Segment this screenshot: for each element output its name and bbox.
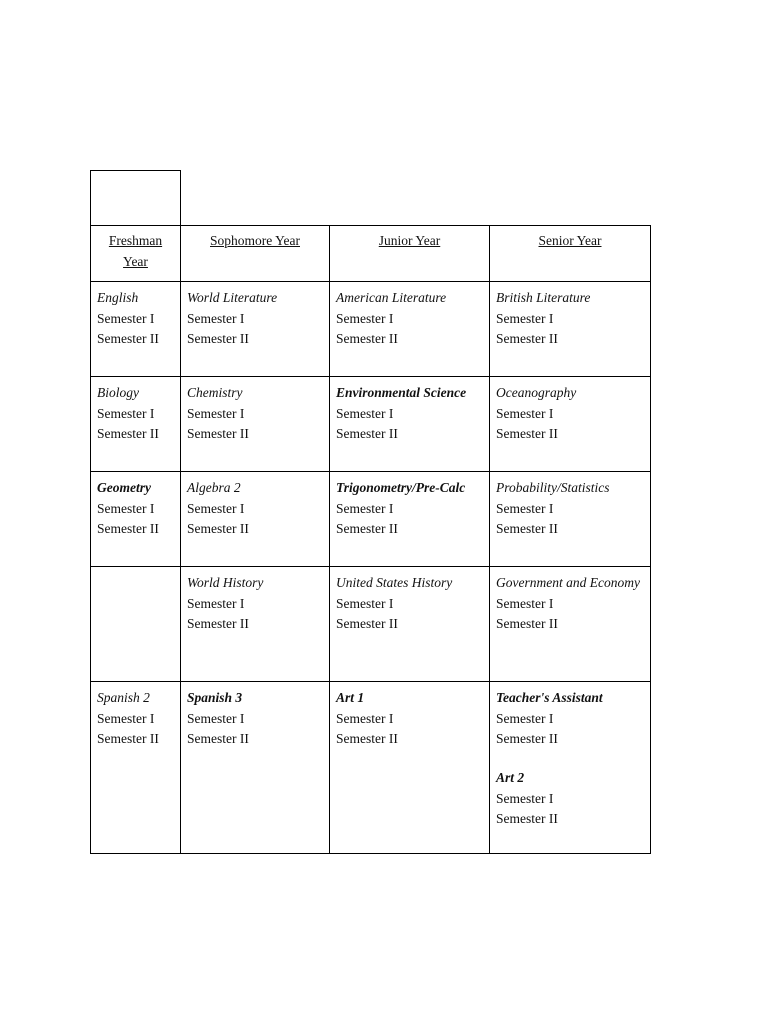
course-cell xyxy=(181,377,330,472)
header-row xyxy=(91,226,651,282)
course-name: Chemistry xyxy=(187,385,243,400)
course-name: Geometry xyxy=(97,480,151,495)
course-cell xyxy=(330,567,490,682)
semester-label: Semester I xyxy=(496,500,554,516)
semester-label: Semester II xyxy=(97,331,159,346)
course-cell xyxy=(330,377,490,472)
semester-label: Semester I xyxy=(496,595,554,611)
semester-label: Semester II xyxy=(496,521,558,536)
semester-label: Semester I xyxy=(496,310,554,326)
semester-label: Semester II xyxy=(336,521,398,536)
course-name: British Literature xyxy=(496,290,591,305)
semester-label: Semester II xyxy=(336,331,398,346)
semester-label: Semester II xyxy=(187,731,249,746)
course-cell xyxy=(330,472,490,567)
semester-label: Semester II xyxy=(496,616,558,631)
course-cell xyxy=(181,567,330,682)
header-sophomore: Sophomore Year xyxy=(181,226,330,282)
course-schedule-table xyxy=(90,225,651,854)
course-name: Oceanography xyxy=(496,385,577,400)
course-cell xyxy=(490,567,651,682)
course-name: Algebra 2 xyxy=(187,480,241,495)
spacer xyxy=(496,750,644,769)
course-cell xyxy=(330,682,490,854)
course-name: Biology xyxy=(97,385,139,400)
header-senior: Senior Year xyxy=(490,226,651,282)
semester-label: Semester II xyxy=(496,731,558,746)
course-name: United States History xyxy=(336,575,453,590)
semester-label: Semester I xyxy=(187,595,245,611)
course-cell xyxy=(181,282,330,377)
semester-label: Semester II xyxy=(187,616,249,631)
semester-label: Semester I xyxy=(336,710,394,726)
table-row xyxy=(91,282,651,377)
semester-label: Semester I xyxy=(336,500,394,516)
semester-label: Semester I xyxy=(187,310,245,326)
course-cell xyxy=(490,377,651,472)
course-cell xyxy=(330,282,490,377)
course-cell xyxy=(91,682,181,854)
semester-label: Semester II xyxy=(97,521,159,536)
course-cell xyxy=(490,472,651,567)
semester-label: Semester I xyxy=(97,710,155,726)
semester-label: Semester II xyxy=(187,426,249,441)
table-row xyxy=(91,472,651,567)
semester-label: Semester II xyxy=(187,521,249,536)
course-cell xyxy=(490,282,651,377)
header-junior: Junior Year xyxy=(330,226,490,282)
semester-label: Semester I xyxy=(496,790,554,806)
semester-label: Semester I xyxy=(496,405,554,421)
course-cell xyxy=(490,682,651,854)
course-name: Spanish 3 xyxy=(187,690,243,705)
table-row xyxy=(91,682,651,854)
table-row xyxy=(91,567,651,682)
course-name: English xyxy=(97,290,139,305)
semester-label: Semester I xyxy=(496,710,554,726)
header-freshman: Freshman Year xyxy=(91,226,181,282)
course-name: World Literature xyxy=(187,290,278,305)
semester-label: Semester II xyxy=(336,616,398,631)
semester-label: Semester I xyxy=(97,310,155,326)
course-name: Art 2 xyxy=(496,770,525,785)
semester-label: Semester II xyxy=(496,331,558,346)
semester-label: Semester I xyxy=(336,310,394,326)
semester-label: Semester I xyxy=(97,500,155,516)
course-name: Government and Economy xyxy=(496,575,640,590)
course-name: Art 1 xyxy=(336,690,365,705)
course-name: American Literature xyxy=(336,290,447,305)
course-name: World History xyxy=(187,575,264,590)
semester-label: Semester I xyxy=(336,595,394,611)
semester-label: Semester II xyxy=(97,731,159,746)
semester-label: Semester II xyxy=(97,426,159,441)
semester-label: Semester II xyxy=(496,426,558,441)
semester-label: Semester I xyxy=(187,710,245,726)
empty-course-cell xyxy=(91,567,181,682)
course-cell xyxy=(181,682,330,854)
semester-label: Semester II xyxy=(187,331,249,346)
course-cell xyxy=(181,472,330,567)
blank-header-box xyxy=(90,170,181,226)
course-name: Teacher's Assistant xyxy=(496,690,603,705)
course-cell xyxy=(91,472,181,567)
course-cell xyxy=(91,282,181,377)
semester-label: Semester I xyxy=(187,500,245,516)
semester-label: Semester II xyxy=(336,731,398,746)
course-name: Probability/Statistics xyxy=(496,480,610,495)
semester-label: Semester I xyxy=(97,405,155,421)
table-row xyxy=(91,377,651,472)
course-name: Spanish 2 xyxy=(97,690,150,705)
course-name: Environmental Science xyxy=(336,385,467,400)
semester-label: Semester I xyxy=(187,405,245,421)
semester-label: Semester I xyxy=(336,405,394,421)
semester-label: Semester II xyxy=(336,426,398,441)
course-cell xyxy=(91,377,181,472)
course-name: Trigonometry/Pre-Calc xyxy=(336,480,466,495)
semester-label: Semester II xyxy=(496,811,558,826)
